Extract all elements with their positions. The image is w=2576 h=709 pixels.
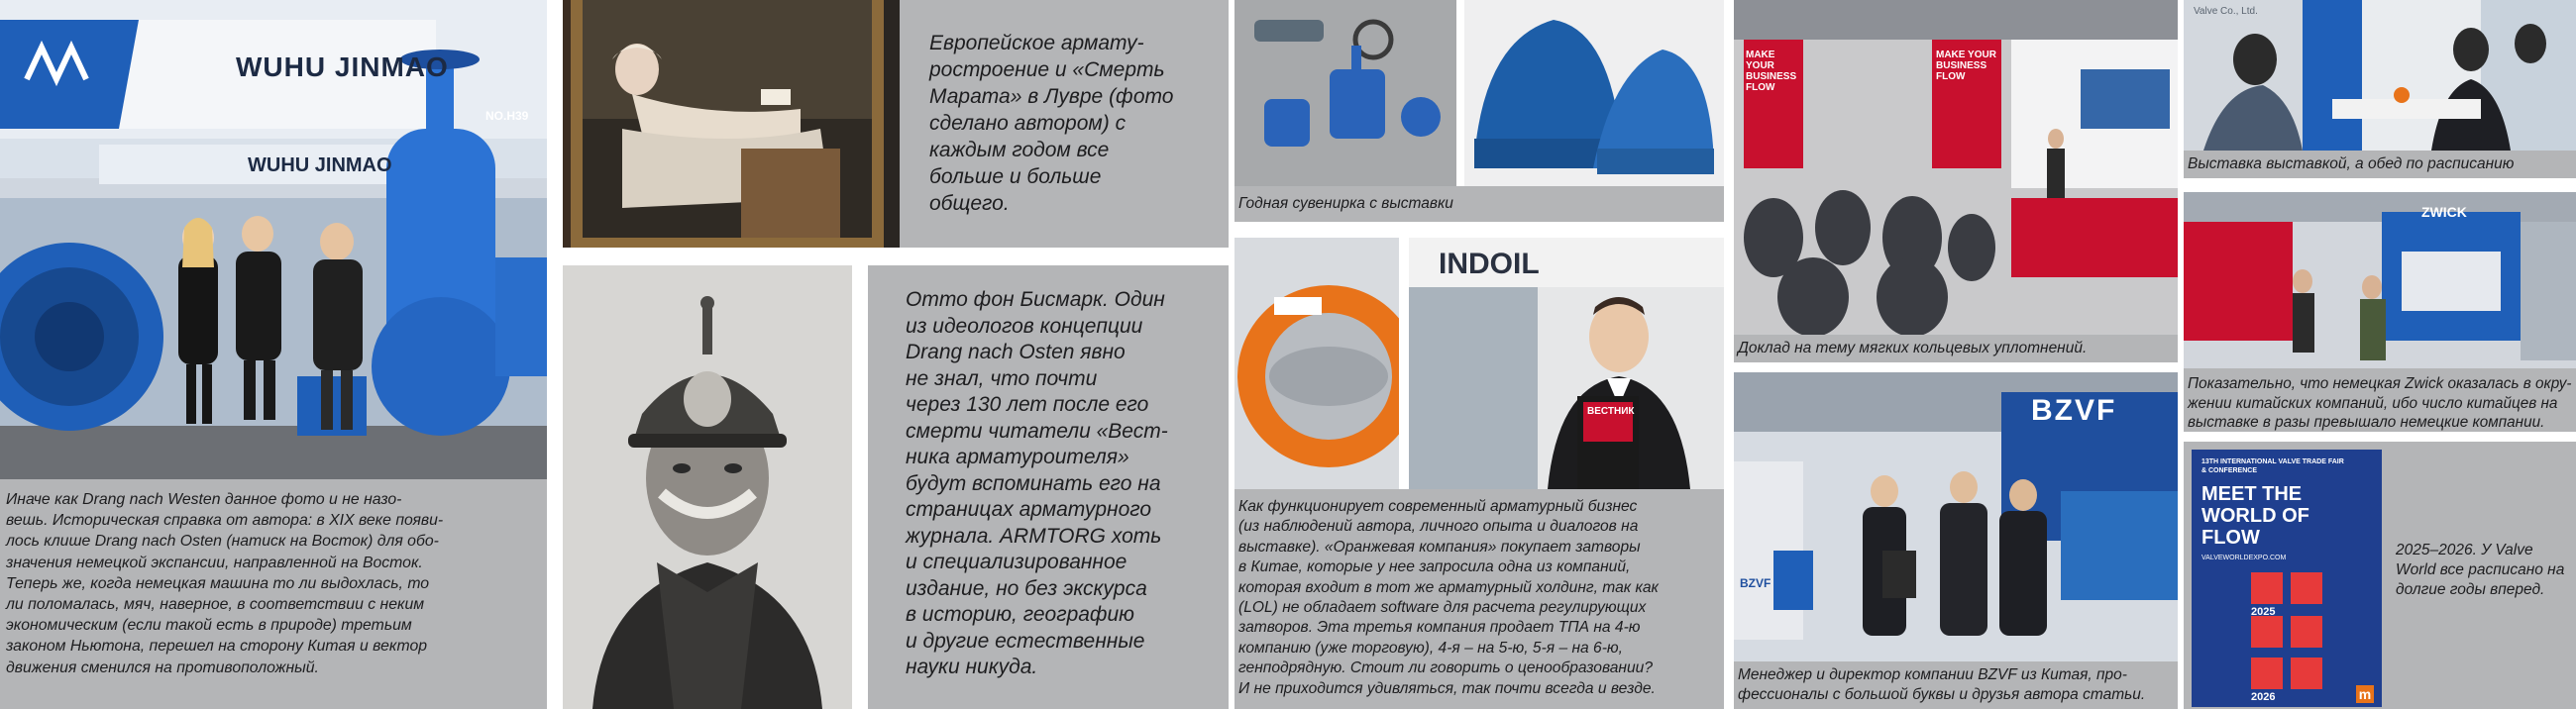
booth-logo-icon (22, 40, 91, 89)
zwick-caption: Показательно, что немецкая Zwick оказалась в окру- жении китайских компаний, ибо число китайцев на выставке в разы превышало немецкие компании. (2188, 375, 2572, 431)
booth-sign-brand: WUHU JINMAO (236, 51, 449, 82)
marat-caption: Европейское армату- ростроение и «Смерть Марата» в Лувре (фото сделано автором) с каждым годом все больше и больше общего. (929, 32, 1174, 215)
booth-photo-panel (0, 0, 547, 479)
poster-qr-grid (2251, 572, 2360, 691)
souvenir-caption-box (1234, 186, 1724, 222)
bzvf-small-sign: BZVF (1740, 576, 1771, 590)
booth-caption: Иначе как Drang nach Westen данное фото и не назо- вешь. Историческая справка от автора: в XIX веке появи- лось клише Drang nach Osten (натиск на Восток) для обо- значения немецкой экспансии, направленной на Восток. Теперь же, когда немецкая машина то ли выдохлась, то ли поломалась, мяч, наверное, в соответствии с неким экономическим (если такой есть в природе) третьим законом Ньютона, перешел на сторону Китая и вектор движения сменился на противоположный. (6, 491, 444, 676)
souvenir-valves-photo (1234, 0, 1456, 186)
poster-year-2: 2026 (2251, 691, 2276, 703)
valve-world-caption: 2025–2026. У Valve World все расписано на долгие годы вперед. (2396, 542, 2565, 598)
zwick-caption-box (2184, 368, 2576, 432)
bzvf-caption: Менеджер и директор компании BZVF из Китая, про- фессионалы с большой буквы и друзья автора статьи. (1738, 666, 2146, 703)
banner-make-your-business-flow: MAKE YOUR BUSINESS FLOW (1746, 50, 1797, 93)
booth-caption-box (0, 479, 547, 709)
booth-sign-brand-2: WUHU JINMAO (248, 154, 392, 176)
talk-caption-box (1734, 335, 2178, 362)
business-caption-box (1234, 489, 1724, 709)
poster-year-1: 2025 (2251, 606, 2276, 618)
banner-make-your-business-flow-2: MAKE YOUR BUSINESS FLOW (1936, 50, 1996, 82)
booth-sign-number: NO.H39 (485, 109, 529, 123)
marat-caption-box (900, 0, 1229, 248)
bismarck-caption-box (868, 265, 1229, 709)
valve-co-sign: Valve Co., Ltd. (2194, 6, 2258, 17)
journal-cover-title: ВЕСТНИК (1587, 406, 1635, 417)
poster-title: MEET THE WORLD OF FLOW (2201, 483, 2309, 549)
lunch-caption-box (2184, 151, 2576, 178)
butterfly-valve-photo (1234, 238, 1399, 489)
conference-talk-photo (1734, 0, 2178, 335)
zwick-sign: ZWICK (2421, 204, 2467, 220)
bzvf-caption-box (1734, 661, 2178, 709)
marat-photo (563, 0, 900, 248)
souvenir-caption: Годная сувенирка с выставки (1238, 195, 1453, 212)
valve-world-poster (2192, 450, 2382, 707)
bzvf-sign: BZVF (2031, 394, 2117, 427)
zwick-booth-photo (2184, 192, 2576, 368)
business-caption: Как функционирует современный арматурный бизнес (из наблюдений автора, личного опыта и диалогов на выставке). «Оранжевая компания» покупает затворы в Китае, которые у нее запросила одна из компаний, которая входит в тот же арматурный холдинг, так как (LOL) не обладает software для расчета регулирующих затворов. Эта третья компания продает ТПА на 4-ю компанию (уже торговую), 4-я – на 5-ю, 5-я – на 6-ю, генподрядную. Стоит ли говорить о ценообразовании? И не приходится удивляться, так почти всегда и везде. (1238, 498, 1659, 697)
bismarck-caption: Отто фон Бисмарк. Один из идеологов концепции Drang nach Osten явно не знал, что почти через 130 лет после его смерти читатели «Вест- ника арматуроителя» будут вспоминать его на страницах арматурного журнала. ARMTORG хоть и специализированное издание, но без экскурса в историю, географию и другие естественные науки никуда. (906, 288, 1168, 678)
manager-with-journal-photo (1409, 238, 1724, 489)
indoil-sign: INDOIL (1439, 248, 1540, 280)
lunch-caption: Выставка выставкой, а обед по расписанию (2188, 155, 2515, 172)
bzvf-booth-photo (1734, 372, 2178, 661)
poster-logo: m (2356, 685, 2374, 703)
valve-world-panel (2184, 442, 2576, 709)
talk-caption: Доклад на тему мягких кольцевых уплотнений. (1738, 340, 2088, 356)
bismarck-portrait (563, 265, 852, 709)
lunch-photo (2184, 0, 2576, 151)
souvenir-hats-photo (1464, 0, 1724, 186)
poster-top-line: 13TH INTERNATIONAL VALVE TRADE FAIR & CONFERENCE (2201, 458, 2344, 474)
poster-url: VALVEWORLDEXPO.COM (2201, 555, 2287, 561)
